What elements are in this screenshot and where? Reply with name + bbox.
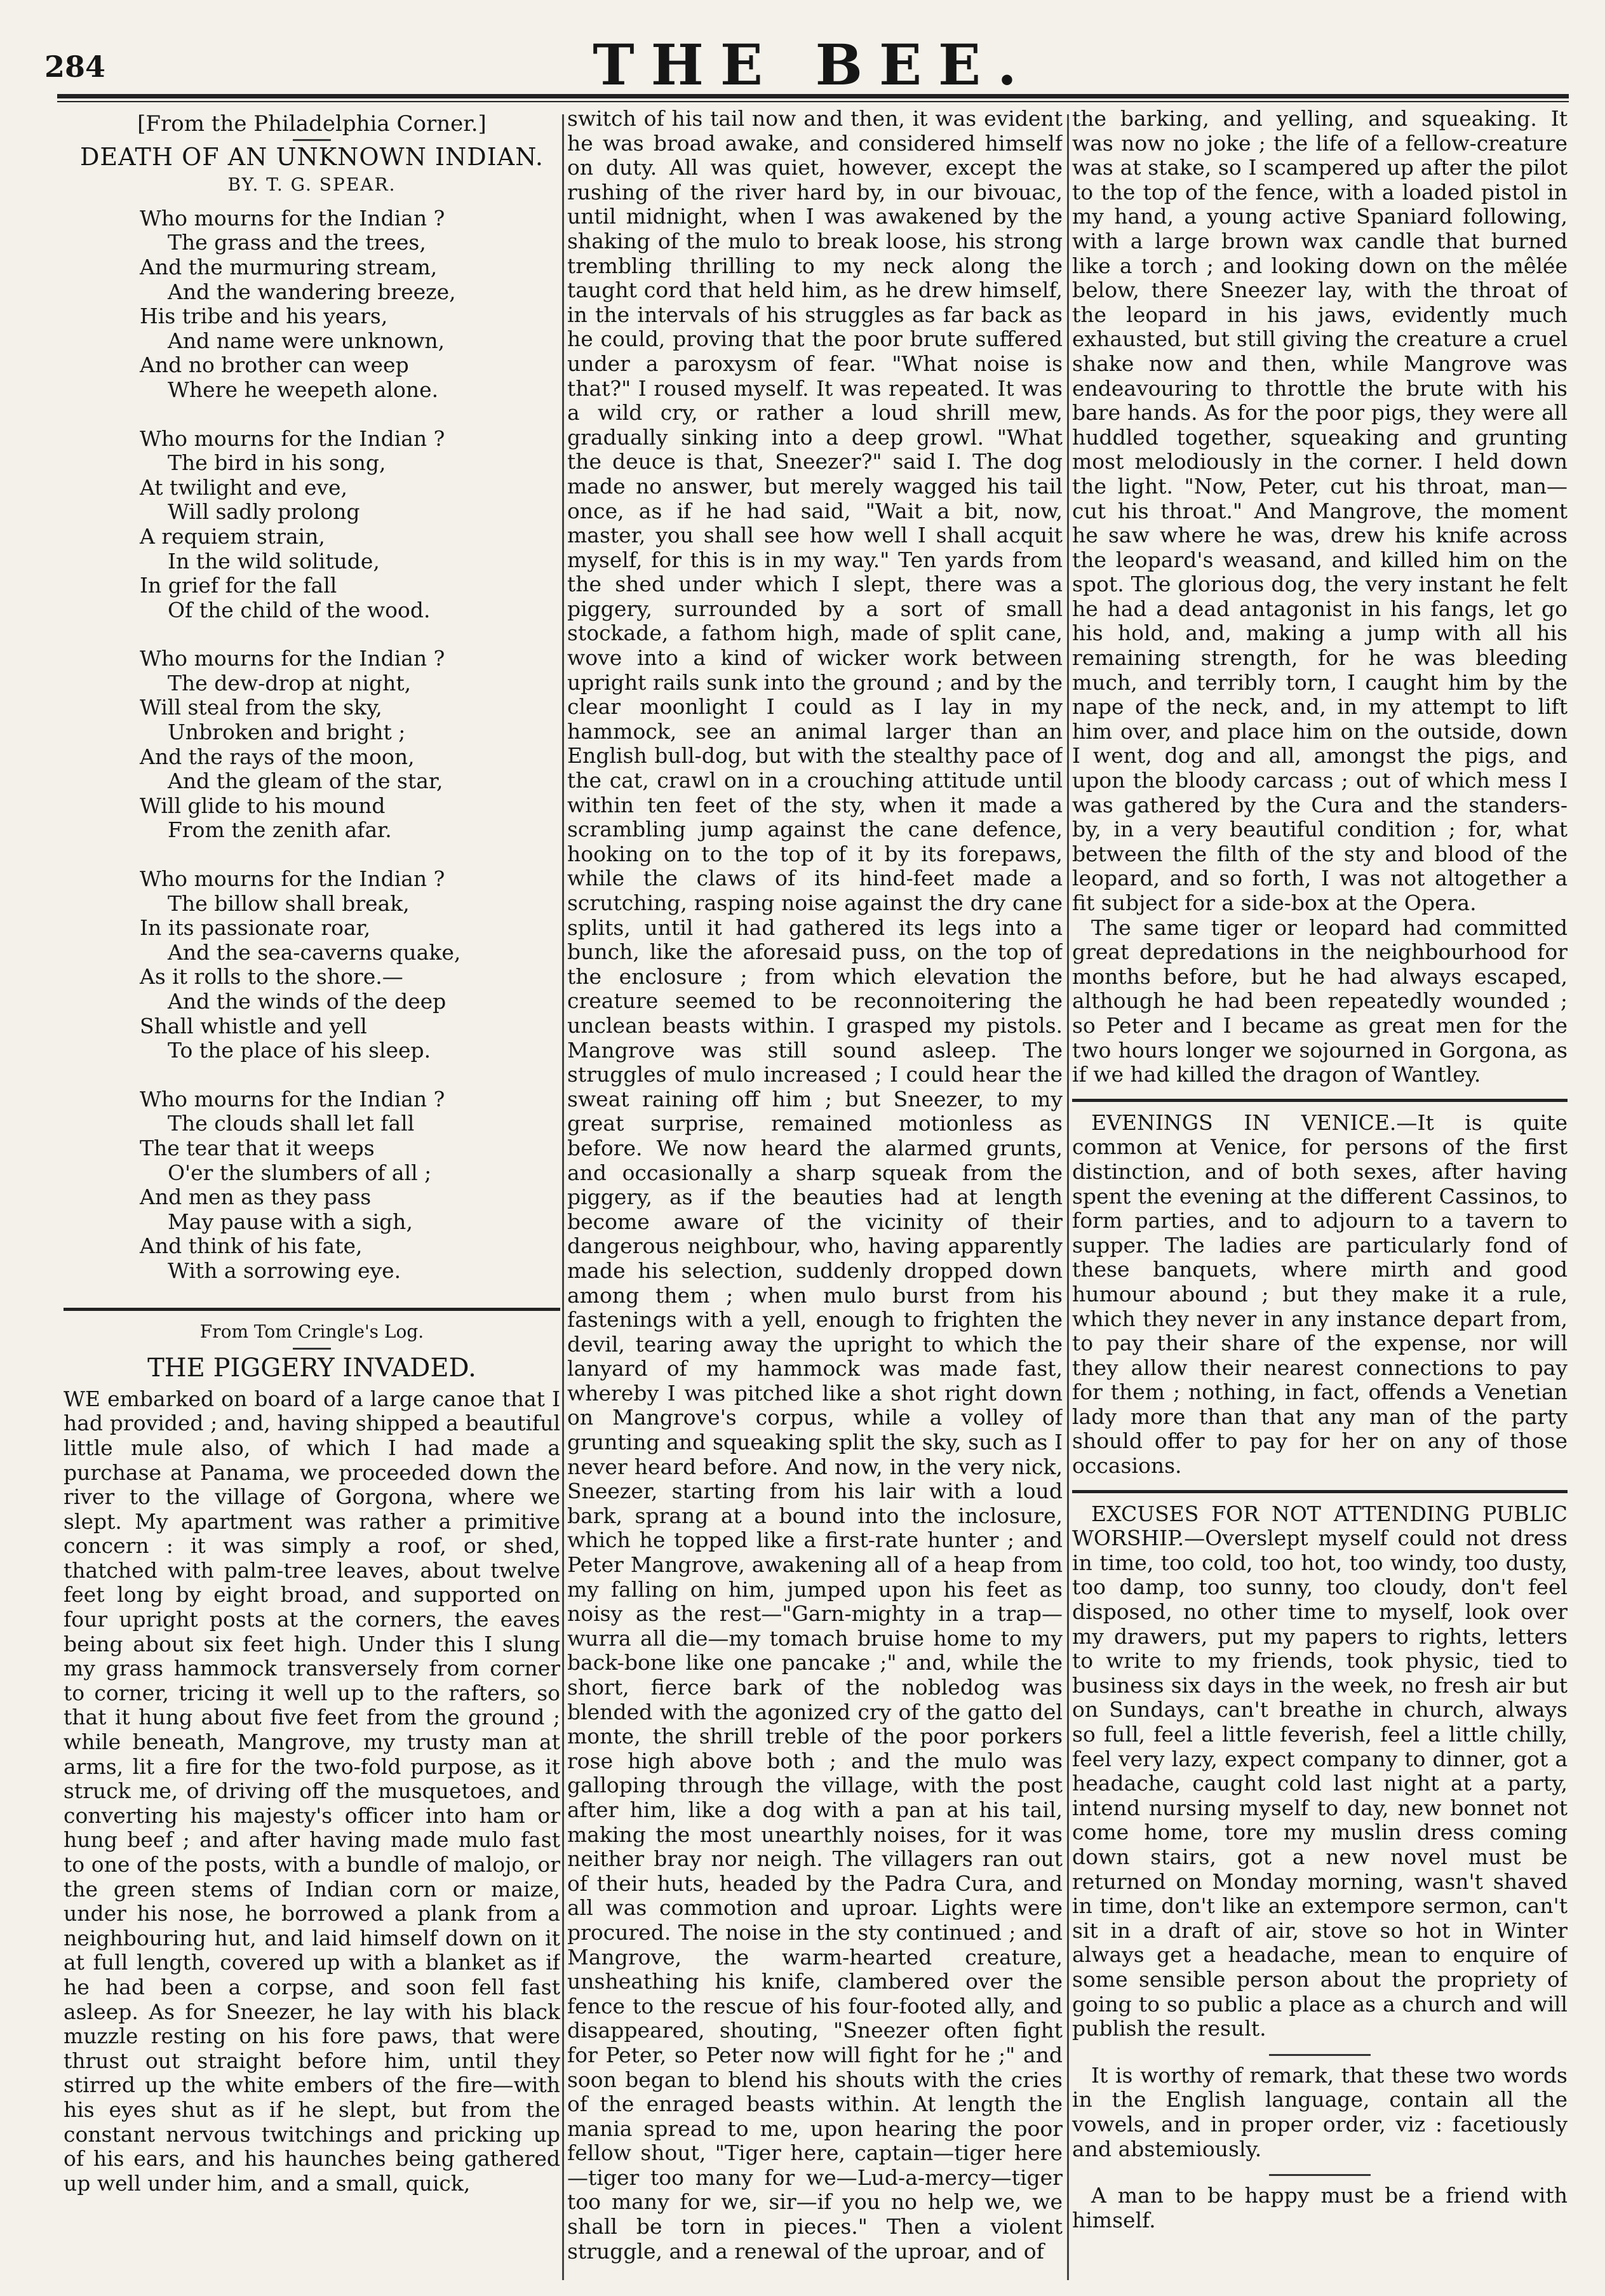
article-happy-man: A man to be happy must be a friend with himself. <box>1072 2183 1568 2232</box>
poem-line: From the zenith afar. <box>168 817 392 843</box>
poem-line: Will sadly prolong <box>168 499 360 525</box>
story-paragraph: WE embarked on board of a large canoe that I had provided ; and, having shipped a beautiful little mule also, of which I had made a purchase at Panama, we proceeded down the river to the village of Gorgona, where we slept. My apartment was rather a primitive concern : it was simply a roof, or shed, thatched with palm-tree leaves, about twelve feet long by eight broad, and supported on four upright posts at the corners, the eaves being about six feet high. Under this I slung my grass hammock transversely from corner to corner, tricing it well up to the rafters, so that it hung about five feet from the ground ; while beneath, Mangrove, my trusty man at arms, lit a fire for the two-fold purpose, as it struck me, of driving off the musquetoes, and converting his majesty's officer into ham or hung beef ; and after having made mulo fast to one of the posts, with a bundle of malojo, or the green stems of Indian corn or maize, under his nose, he borrowed a plank from a neighbouring hut, and laid himself down on it at full length, covered up with a blanket as if he had been a corpse, and soon fell fast asleep. As for Sneezer, he lay with his black muzzle resting on his fore paws, that were thrust out straight before him, until they stirred up the white embers of the fire—with his eyes shut as if he slept, but from the constant nervous twitchings and pricking up of his ears, and his haunches being gathered up well under him, and a small, quick, <box>64 1386 560 2196</box>
column-3 <box>1072 107 1568 2279</box>
article-evenings-in-venice: EVENINGS IN VENICE.—It is quite common at Venice, for persons of the first distinction, and of both sexes, after having spent the evening at the different Cassinos, to form parties, and to adjourn to a tavern to supper. The ladies are particularly fond of these banquets, where mirth and good humour abound ; but they make it a rule, which they never in any instance depart from, to pay their share of the expense, nor will they allow their nearest connections to pay for them ; nothing, in fact, offends a Venetian lady more than that any man of the party should offer to pay for her on any of those occasions. <box>1072 1110 1568 1479</box>
poem-stanza <box>140 867 560 1063</box>
poem-line: And think of his fate, <box>140 1233 363 1259</box>
poem-line: And the winds of the deep <box>168 989 447 1014</box>
poem-stanza <box>140 206 560 403</box>
poem-line: Who mourns for the Indian ? <box>140 205 445 231</box>
poem-line: And the sea-caverns quake, <box>168 939 461 965</box>
poem-line: In the wild solitude, <box>168 548 380 574</box>
poem-stanza <box>140 1087 560 1284</box>
poem-line: In grief for the fall <box>140 573 337 598</box>
poem-line: In its passionate roar, <box>140 915 371 941</box>
poem-line: May pause with a sigh, <box>168 1209 413 1234</box>
poem-line: As it rolls to the shore.— <box>140 964 403 990</box>
divider <box>293 139 331 141</box>
poem-line: The grass and the trees, <box>168 230 426 255</box>
section-rule <box>1072 1490 1568 1493</box>
poem-line: Shall whistle and yell <box>140 1013 367 1038</box>
poem-source-note: [From the Philadelphia Corner.] <box>137 111 487 137</box>
poem-line: The tear that it weeps <box>140 1135 375 1160</box>
poem-line: Who mourns for the Indian ? <box>140 1086 445 1111</box>
poem-line: Where he weepeth alone. <box>168 377 439 402</box>
poem-line: Unbroken and bright ; <box>168 720 406 745</box>
poem-line: O'er the slumbers of all ; <box>168 1160 432 1185</box>
poem-line: At twilight and eve, <box>140 474 348 500</box>
poem-line: Will steal from the sky, <box>140 695 382 720</box>
poem-stanza <box>140 647 560 843</box>
poem-line: The billow shall break, <box>168 890 410 916</box>
divider <box>1269 2054 1371 2056</box>
article-excuses-worship: EXCUSES FOR NOT ATTENDING PUBLIC WORSHIP.—Overslept myself could not dress in time, too cold, too hot, too windy, too dusty, too damp, too sunny, too cloudy, don't feel disposed, no other time to myself, look over my drawers, put my papers to rights, letters to write to my friends, took physic, tied to business six days in the week, no fresh air but on Sundays, can't breathe in church, always so full, feel a little feverish, feel a little chilly, feel very lazy, expect company to dinner, got a headache, caught cold last night at a party, intend nursing myself to day, new bonnet not come home, tore my muslin dress coming down stairs, got a new novel must be returned on Monday morning, wasn't shaved in time, don't like an extempore sermon, can't sit in a draft of air, stove so hot in Winter always get a headache, mean to enquire of some sensible person about the propriety of going to so public a place as a church and will publish the result. <box>1072 1501 1568 2041</box>
story-epilogue: The same tiger or leopard had committed great depredations in the neighbourhood for months before, but he had always escaped, although he had been repeatedly wounded ; so Peter and I became as great men for the two hours longer we sojourned in Gorgona, as if we had killed the dragon of Wantley. <box>1072 915 1568 1087</box>
page-number: 284 <box>44 50 106 84</box>
poem-line: Who mourns for the Indian ? <box>140 866 445 892</box>
article-vowels-remark: It is worthy of remark, that these two words in the English language, contain all the vowels, and in proper order, viz : facetiously and abstemiously. <box>1072 2062 1568 2161</box>
poem-line: And name were unknown, <box>168 328 445 353</box>
poem-line: With a sorrowing eye. <box>168 1258 401 1283</box>
poem-line: And men as they pass <box>140 1185 372 1210</box>
section-rule <box>1072 1099 1568 1102</box>
column-1 <box>64 107 560 2279</box>
story-source-note: From Tom Cringle's Log. <box>199 1320 424 1342</box>
poem-line: Who mourns for the Indian ? <box>140 426 445 451</box>
poem-stanza <box>140 427 560 623</box>
column-divider <box>1067 114 1069 2280</box>
divider <box>1269 2174 1371 2176</box>
poem-line: And the gleam of the star, <box>168 769 443 794</box>
page-header <box>44 25 1581 102</box>
poem-line: Will glide to his mound <box>140 793 386 818</box>
poem-line: And the wandering breeze, <box>168 279 456 304</box>
poem-line: Of the child of the wood. <box>168 597 431 622</box>
poem-line: The dew-drop at night, <box>168 670 412 695</box>
story-conclusion: the barking, and yelling, and squeaking. It was now no joke ; the life of a fellow-creature was at stake, so I scampered up after the pilot to the top of the fence, with a loaded pistol in my hand, a young active Spaniard following, with a large brown wax candle that burned like a torch ; and looking down on the mêlée below, there Sneezer lay, with the throat of the leopard in his jaws, evidently much exhausted, but still giving the creature a cruel shake now and then, while Mangrove was endeavouring to throttle the brute with his bare hands. As for the poor pigs, they were all huddled together, squeaking and grunting most melodiously in the corner. I held down the light. "Now, Peter, cut his throat, man—cut his throat." And Mangrove, the moment he saw where he was, drew his knife across the leopard's weasand, and killed him on the spot. The glorious dog, the very instant he felt he had a dead antagonist in his fangs, let go his hold, and, making a jump with all his remaining strength, for he was bleeding much, and terribly torn, I caught him by the nape of the neck, and, in my attempt to lift him over, and place him on the outside, down I went, dog and all, amongst the pigs, and upon the bloody carcass ; out of which mess I was gathered by the Cura and the standers-by, in a very beautiful condition ; for, what between the filth of the sty and blood of the leopard, and so forth, I was not altogether a fit subject for a side-box at the Opera. <box>1072 107 1568 915</box>
column-divider <box>562 114 564 2280</box>
poem-line: The clouds shall let fall <box>168 1111 415 1136</box>
poem-line: And the rays of the moon, <box>140 744 415 769</box>
poem-title: DEATH OF AN UNKNOWN INDIAN. <box>79 142 544 171</box>
poem-line: A requiem strain, <box>140 523 325 549</box>
poem-body <box>140 206 560 1284</box>
poem-byline: BY. T. G. SPEAR. <box>227 174 396 196</box>
poem-line: His tribe and his years, <box>140 304 388 329</box>
story-continuation: switch of his tail now and then, it was evident he was broad awake, and considered himself on duty. All was quiet, however, except the rushing of the river hard by, in our bivouac, until midnight, when I was awakened by the shaking of the mulo to break loose, his strong trembling thrilling to my neck along the taught cord that held him, as he drew himself, in the intervals of his struggles as far back as he could, proving that the poor brute suffered under a paroxysm of fear. "What noise is that?" I roused myself. It was repeated. It was a wild cry, or rather a loud shrill mew, gradually sinking into a deep growl. "What the deuce is that, Sneezer?" said I. The dog made no answer, but merely wagged his tail once, as if he had said, "Wait a bit, now, master, you shall see how well I shall acquit myself, for this is in my way." Ten yards from the shed under which I slept, there was a piggery, surrounded by a sort of small stockade, a fathom high, made of split cane, wove into a kind of wicker work between upright rails sunk into the ground ; and by the clear moonlight I could as I lay in my hammock, see an animal larger than an English bull-dog, but with the stealthy pace of the cat, crawl on in a crouching attitude until within ten feet of the sty, when it made a scrambling jump against the cane defence, hooking on to the top of it by its forepaws, while the claws of its hind-feet made a scrutching, rasping noise against the dry cane splits, until it had gathered its legs into a bunch, like the aforesaid puss, on the top of the enclosure ; from which elevation the creature seemed to be reconnoitering the unclean beasts within. I grasped my pistols. Mangrove was still sound asleep. The struggles of mulo increased ; I could hear the sweat raining off him ; but Sneezer, to my great surprise, remained motionless as before. We now heard the alarmed grunts, and occasionally a sharp squeak from the piggery, as if the beauties had at length become aware of the vicinity of their dangerous neighbour, who, having apparently made his selection, suddenly dropped down among them ; when mulo burst from his fastenings with a yell, enough to frighten the devil, tearing away the upright to which the lanyard of my hammock was made fast, whereby I was pitched like a shot right down on Mangrove's corpus, while a volley of grunting and squeaking split the sky, such as I never heard before. And now, in the very nick, Sneezer, starting from his lair with a loud bark, sprang at a bound into the inclosure, which he topped like a first-rate hunter ; and Peter Mangrove, awakening all of a heap from my falling on him, jumped upon his feet as noisy as the rest—"Garn-mighty in a trap—wurra all die—my tomach bruise home to my back-bone like one pancake ;" and, while the short, fierce bark of the nobledog was blended with the agonized cry of the gatto del monte, the shrill treble of the poor porkers rose high above both ; and the mulo was galloping through the village, with the post after him, like a dog with a pan at his tail, making the most unearthly noises, for it was neither bray nor neigh. The villagers ran out of their huts, headed by the Padra Cura, and all was commotion and uproar. Lights were procured. The noise in the sty continued ; and Mangrove, the warm-hearted creature, unsheathing his knife, clambered over the fence to the rescue of his four-footed ally, and disappeared, shouting, "Sneezer often fight for Peter, so Peter now will fight for he ;" and soon began to blend his shouts with the cries of the enraged beasts within. At length the mania spread to me, upon hearing the poor fellow shout, "Tiger here, captain—tiger here—tiger too many for we—Lud-a-mercy—tiger too many for we, sir—if you no help we, we shall be torn in pieces." Then a violent struggle, and a renewal of the uproar, and of <box>567 107 1063 2264</box>
poem-line: The bird in his song, <box>168 450 386 476</box>
section-rule <box>64 1308 560 1311</box>
poem-line: Who mourns for the Indian ? <box>140 646 445 671</box>
poem-line: And the murmuring stream, <box>140 254 438 279</box>
poem-line: To the place of his sleep. <box>168 1038 431 1063</box>
header-rule <box>57 94 1569 102</box>
poem-line: And no brother can weep <box>140 352 409 378</box>
divider <box>293 1348 331 1350</box>
column-2 <box>567 107 1063 2279</box>
story-title: THE PIGGERY INVADED. <box>147 1353 476 1383</box>
masthead-title: THE BEE. <box>593 32 1033 98</box>
